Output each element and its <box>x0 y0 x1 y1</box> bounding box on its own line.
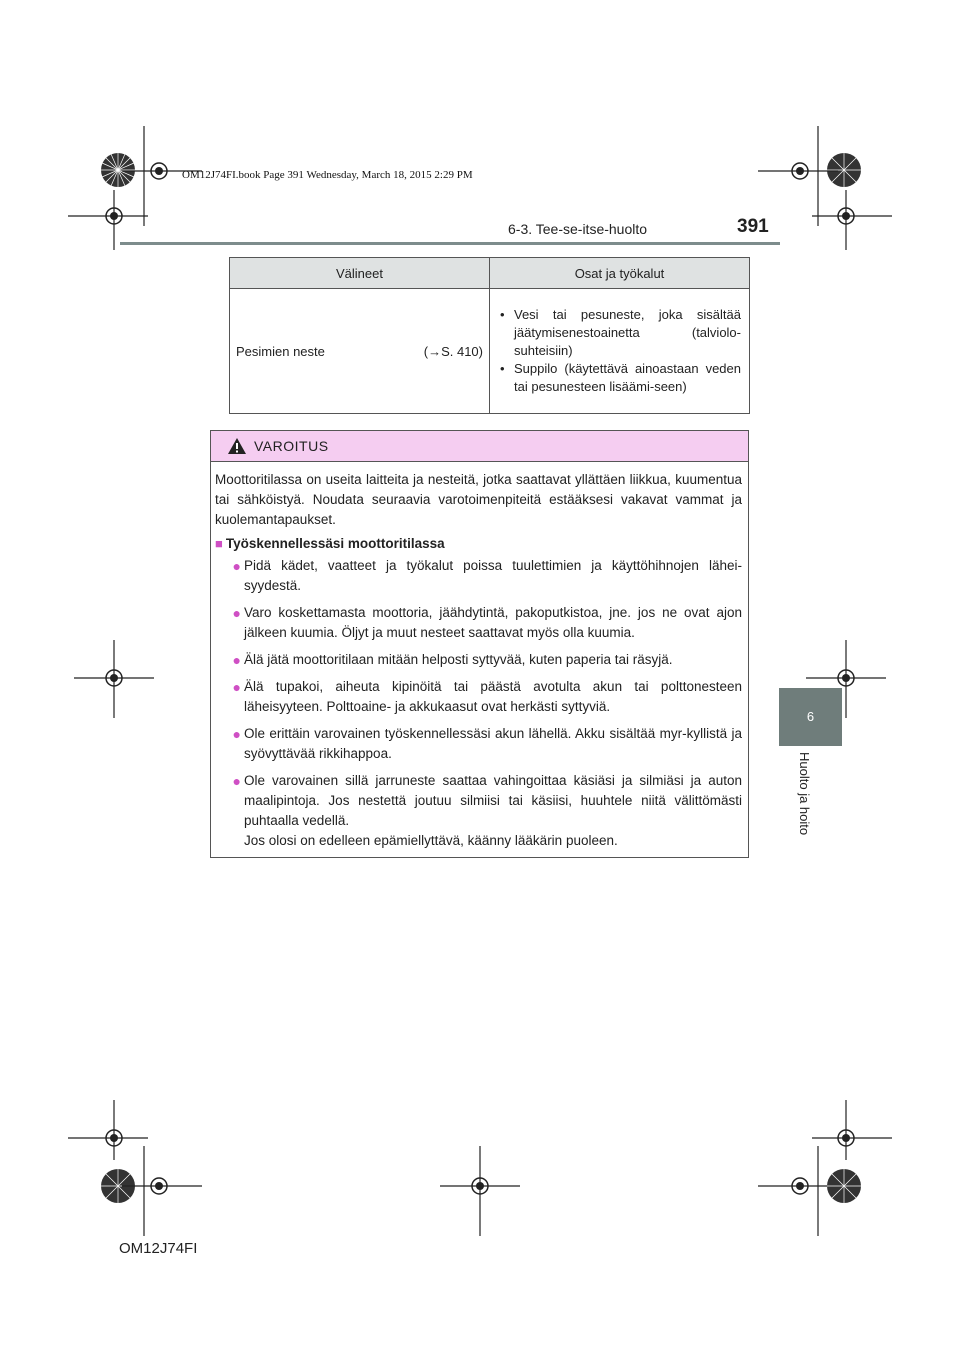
table-row <box>230 289 750 414</box>
crosshair-mark-icon <box>74 640 154 718</box>
list-item: ● Varo koskettamasta moottoria, jäähdytintä, pakoputkistoa, jne. jos ne ovat ajon jälkeen kuumia. Öljyt ja muut nesteet saattavat myös olla kuumia. <box>215 603 742 643</box>
footer-code: OM12J74FI <box>119 1240 198 1257</box>
list-item: ● Älä jätä moottoritilaan mitään helposti syttyvää, kuten paperia tai räsyjä. <box>215 650 742 670</box>
chapter-label: Huolto ja hoito <box>797 752 812 836</box>
col-header-tools: Välineet <box>230 258 490 289</box>
bullet-icon: ● <box>232 605 241 621</box>
crosshair-mark-icon <box>812 190 892 250</box>
warning-subheading: ■ Työskennellessäsi moottoritilassa <box>215 536 445 551</box>
crosshair-mark-icon <box>440 1146 520 1236</box>
bullet-icon: • <box>500 361 505 376</box>
table-header-row <box>230 258 750 289</box>
list-item: • Suppilo (käytettävä ainoastaan veden tai pesunesteen lisäämi-seen) <box>500 361 741 394</box>
warning-body <box>211 462 748 851</box>
list-item-text: Ole varovainen sillä jarruneste saattaa vahingoittaa käsiäsi ja silmiäsi ja auton maalipintoja. Jos nestettä joutuu silmiisi tai käsiisi, huuhtele niitä välittömästi puhtaalla vedellä. Jos olosi on edelleen epämiellyttävä, käänny lääkärin puoleen. <box>244 773 742 848</box>
warning-triangle-icon <box>227 437 254 455</box>
tool-name-cell <box>230 289 490 414</box>
bullet-icon: • <box>500 307 505 322</box>
list-item: ● Ole erittäin varovainen työskennellessäsi akun lähellä. Akku sisältää myr-kyllistä ja syövyttävää rikkihappoa. <box>215 724 742 764</box>
warning-intro: Moottoritilassa on useita laitteita ja nesteitä, jotka saattavat yllättäen liikkua, kuumentua tai sähköistyä. Noudata seuraavia varotoimenpiteitä estääksesi vakavat vammat ja kuolemantapaukset. <box>215 472 742 527</box>
bullet-icon: ● <box>232 726 241 742</box>
bullet-icon: ● <box>232 652 241 668</box>
list-item: • Vesi tai pesuneste, joka sisältää jäätymisenestoainetta (talviolo-suhteisiin) <box>500 307 741 358</box>
crosshair-mark-icon <box>68 190 148 250</box>
list-item: ● Älä tupakoi, aiheuta kipinöitä tai päästä avotulta akun tai polttonesteen läheisyyteen. Polttoaine- ja akkukaasut ovat herkästi syttyviä. <box>215 677 742 717</box>
bullet-icon: ● <box>232 773 241 789</box>
tools-table <box>229 257 750 414</box>
sunburst-registration-mark-icon <box>826 1168 862 1204</box>
bullet-icon: ● <box>232 679 241 695</box>
chapter-tab[interactable]: 6 <box>779 688 842 746</box>
warning-box <box>210 430 749 858</box>
square-bullet-icon: ■ <box>215 536 223 551</box>
crosshair-mark-icon <box>122 1146 202 1236</box>
header-divider <box>120 242 780 245</box>
book-info-line: OM12J74FI.book Page 391 Wednesday, March 18, 2015 2:29 PM <box>182 169 473 181</box>
warning-closing: Jos olosi on edelleen epämiellyttävä, käänny lääkärin puoleen. <box>244 833 618 848</box>
tool-parts-cell <box>490 289 750 414</box>
page-number: 391 <box>737 216 769 237</box>
tool-name: Pesimien neste <box>236 343 325 359</box>
list-item: ● Pidä kädet, vaatteet ja työkalut poissa tuulettimien ja käyttöhihnojen lähei-syydestä. <box>215 556 742 596</box>
warning-title: VAROITUS <box>254 438 329 454</box>
warning-header <box>211 431 748 462</box>
col-header-parts: Osat ja työkalut <box>490 258 750 289</box>
page-reference-link[interactable]: (→S. 410) <box>423 343 483 359</box>
list-item <box>215 771 742 851</box>
section-title: 6-3. Tee-se-itse-huolto <box>508 221 648 237</box>
bullet-icon: ● <box>232 558 241 574</box>
